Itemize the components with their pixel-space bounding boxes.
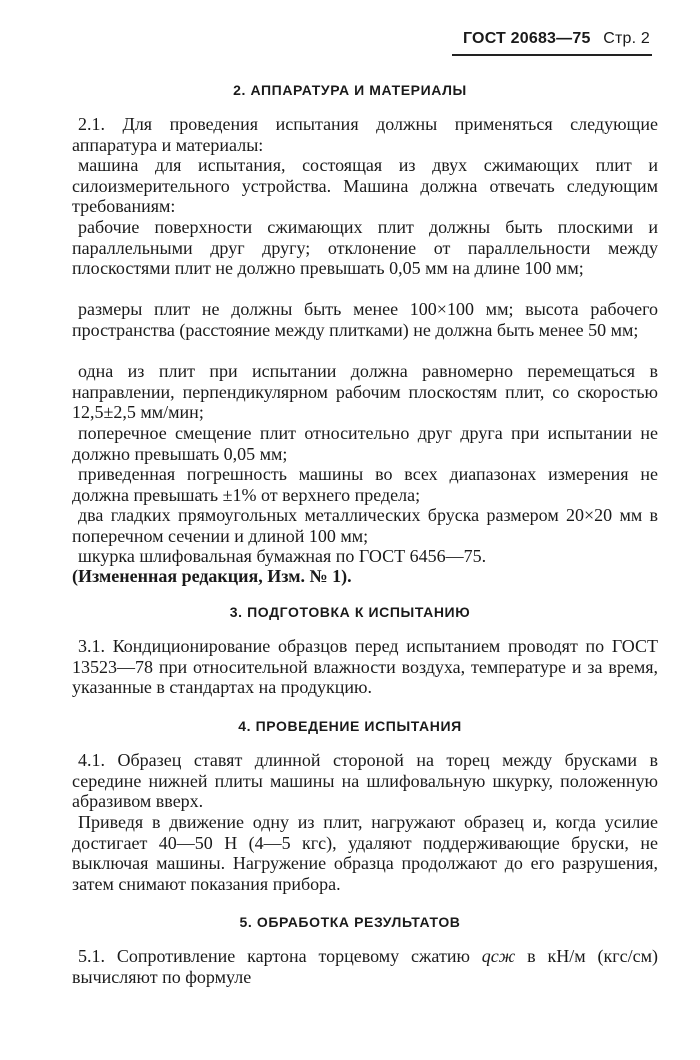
section-5-1-text-end: в кН/м (кгс/см) вычисляют по формуле: [72, 946, 659, 987]
requirement-accuracy: приведенная погрешность машины во всех диапазонах измерения не должна превышать ±1% от верхнего предела;: [72, 464, 658, 505]
requirement-plates-flatness: рабочие поверхности сжимающих плит должны быть плоскими и параллельными друг другу; отклонение от параллельности между плоскостями плит не должно превышать 0,05 мм на длине 100 мм;: [72, 217, 658, 278]
section-5-heading: 5. ОБРАБОТКА РЕЗУЛЬТАТОВ: [239, 914, 461, 930]
section-5-1-paragraph: [72, 946, 658, 987]
document-id: ГОСТ 20683—75: [462, 30, 591, 47]
section-4-1-paragraph: 4.1. Образец ставят длинной стороной на торец между брусками в середине нижней плиты машины на шлифовальную шкурку, положенную абразивом вверх.: [72, 750, 658, 811]
requirement-plate-size: размеры плит не должны быть менее 100×100 мм; высота рабочего пространства (расстояние между плитками) не должна быть менее 50 мм;: [72, 299, 658, 340]
amendment-note: (Измененная редакция, Изм. № 1).: [72, 566, 352, 586]
section-2-1-paragraph: 2.1. Для проведения испытания должны применяться следующие аппаратура и материалы:: [72, 114, 658, 155]
section-3-heading: 3. ПОДГОТОВКА К ИСПЫТАНИЮ: [229, 604, 471, 620]
requirement-machine: машина для испытания, состоящая из двух сжимающих плит и силоизмерительного устройства. Машина должна отвечать следующим требованиям:: [72, 155, 658, 216]
section-4-procedure-paragraph: Приведя в движение одну из плит, нагружают образец и, когда усилие достигает 40—50 Н (4—5 кгс), удаляют поддерживающие бруски, не выключая машины. Нагружение образца продолжают до его разрушения, затем снимают показания прибора.: [72, 812, 658, 894]
section-2-heading: 2. АППАРАТУРА И МАТЕРИАЛЫ: [233, 82, 467, 98]
header-rule: [452, 54, 652, 56]
requirement-lateral-shift: поперечное смещение плит относительно друг друга при испытании не должно превышать 0,05 мм;: [72, 423, 658, 464]
section-5-1-text-start: 5.1. Сопротивление картона торцевому сжатию: [78, 946, 470, 966]
section-4-heading: 4. ПРОВЕДЕНИЕ ИСПЫТАНИЯ: [238, 718, 462, 734]
formula-variable: qсж: [481, 946, 516, 966]
running-header: [463, 30, 650, 48]
requirement-sandpaper: шкурка шлифовальная бумажная по ГОСТ 6456—75.: [78, 546, 487, 566]
section-3-1-paragraph: 3.1. Кондиционирование образцов перед испытанием проводят по ГОСТ 13523—78 при относительной влажности воздуха, температуре и за время, указанные в стандартах на продукцию.: [72, 636, 658, 697]
page-number: Стр. 2: [603, 30, 650, 47]
requirement-bars: два гладких прямоугольных металлических бруска размером 20×20 мм в поперечном сечении и длиной 100 мм;: [72, 505, 658, 546]
requirement-plate-speed: одна из плит при испытании должна равномерно перемещаться в направлении, перпендикулярном рабочим плоскостям плит, со скоростью 12,5±2,5 мм/мин;: [72, 361, 658, 422]
